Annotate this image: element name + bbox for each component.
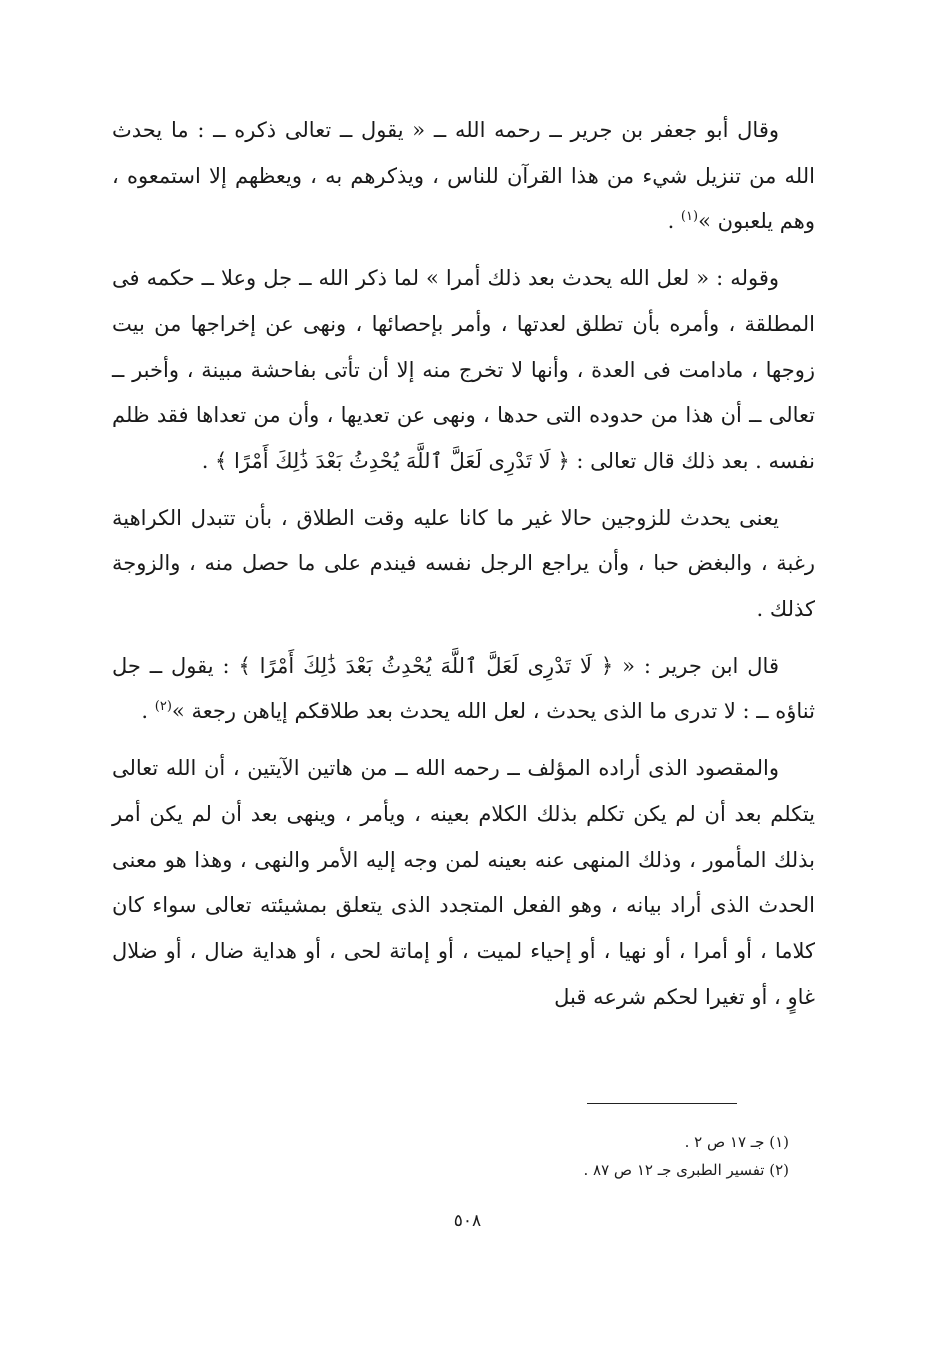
paragraph-4-text: قال ابن جرير : « ﴿ لَا تَدْرِى لَعَلَّ ٱللَّهَ يُحْدِثُ بَعْدَ ذَٰلِكَ أَمْرًا ﴾ : يقول ــ جل ثناؤه ــ : لا تدرى ما الذى يحدث ، لعل الله يحدث بعد طلاقكم إياهن رجعة » [112,653,815,724]
paragraph-2 [112,256,815,485]
paragraph-1-text: وقال أبو جعفر بن جرير ــ رحمه الله ــ « يقول ــ تعالى ذكره ــ : ما يحدث الله من تنزيل شيء من هذا القرآن للناس ، ويذكرهم به ، ويعظهم إلا استمعوه ، وهم يلعبون » [112,118,815,234]
paragraph-3 [112,496,815,633]
footnote-ref-2: (٢) [154,699,172,715]
paragraph-1-tail: . [667,209,681,234]
paragraph-4 [112,644,815,735]
footnotes [112,1128,789,1184]
page-number: ٥٠٨ [453,1211,482,1231]
paragraph-4-tail: . [141,699,155,724]
footnote-ref-1: (١) [680,209,699,225]
footnote-2: (٢) تفسير الطبرى جـ ١٢ ص ٨٧ . [583,1161,789,1179]
footnote-1: (١) جـ ١٧ ص ٢ . [684,1133,789,1151]
paragraph-2-text: وقوله : « لعل الله يحدث بعد ذلك أمرا » لما ذكر الله ــ جل وعلا ــ حكمه فى المطلقة ، وأمره بأن تطلق لعدتها ، وأمر بإحصائها ، ونهى عن إخراجها من بيت زوجها ، مادامت فى العدة ، وأنها لا تخرج منه إلا أن تأتى بفاحشة مبينة ، وأخبر ــ تعالى ــ أن هذا من حدوده التى حدها ، ونهى عن تعديها ، وأن من تعداها فقد ظلم نفسه . بعد ذلك قال تعالى : ﴿ لَا تَدْرِى لَعَلَّ ٱللَّهَ يُحْدِثُ بَعْدَ ذَٰلِكَ أَمْرًا ﴾ . [112,266,815,473]
main-text [112,108,815,1020]
footnote-divider [587,1103,737,1104]
paragraph-5-text: والمقصود الذى أراده المؤلف ــ رحمه الله ــ من هاتين الآيتين ، أن الله تعالى يتكلم بعد أن لم يكن تكلم بذلك الكلام بعينه ، ويأمر ، وينهى بعد أن لم يكن أمر بذلك المأمور ، وذلك المنهى عنه بعينه لمن وجه إليه الأمر والنهى ، وهذا هو معنى الحدث الذى أراد بيانه ، وهو الفعل المتجدد الذى يتعلق بمشيئته تعالى سواء كان كلاما ، أو أمرا ، أو نهيا ، أو إحياء لميت ، أو إماتة لحى ، أو هداية ضال ، أو ضلال غاوٍ ، أو تغيرا لحكم شرعه قبل [112,756,815,1009]
paragraph-3-text: يعنى يحدث للزوجين حالا غير ما كانا عليه وقت الطلاق ، بأن تتبدل الكراهية رغبة ، والبغض حبا ، وأن يراجع الرجل نفسه فيندم على ما حصل منه ، والزوجة كذلك . [112,505,815,622]
paragraph-1 [112,108,815,245]
paragraph-5 [112,746,815,1020]
